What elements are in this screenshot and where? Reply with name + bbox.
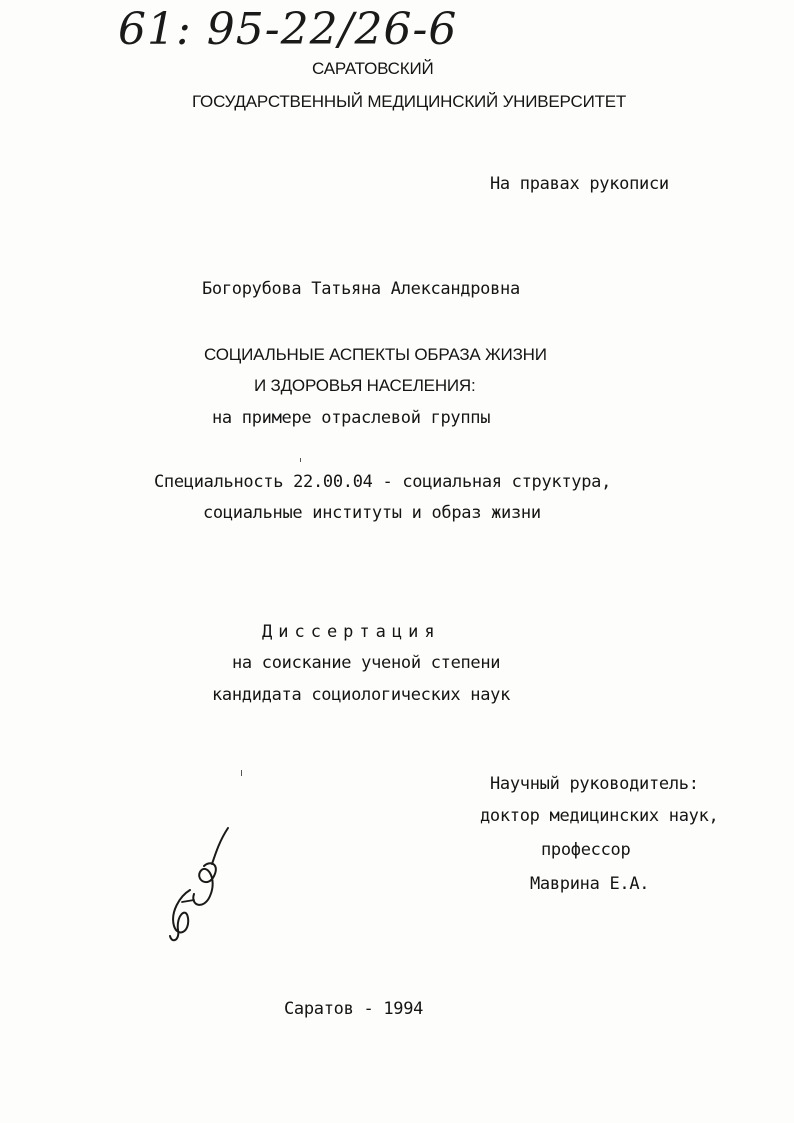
work-type-line-3: кандидата социологических наук — [212, 685, 511, 705]
supervisor-rank: профессор — [541, 840, 631, 860]
supervisor-degree: доктор медицинских наук, — [480, 806, 719, 826]
work-type-title: Диссертация — [262, 622, 441, 642]
institution-line-2: ГОСУДАРСТВЕННЫЙ МЕДИЦИНСКИЙ УНИВЕРСИТЕТ — [192, 92, 627, 111]
archive-number-handwritten: 61: 95-22/26-6 — [118, 4, 458, 55]
title-line-1: СОЦИАЛЬНЫЕ АСПЕКТЫ ОБРАЗА ЖИЗНИ — [204, 345, 547, 364]
specialty-line-2: социальные институты и образ жизни — [203, 503, 541, 523]
title-line-3: на примере отраслевой группы — [212, 408, 491, 428]
ink-speck — [241, 770, 242, 776]
supervisor-label: Научный руководитель: — [490, 774, 699, 794]
institution-line-1: САРАТОВСКИЙ — [312, 59, 434, 78]
author-name: Богорубова Татьяна Александровна — [202, 279, 520, 299]
place-and-year: Саратов - 1994 — [284, 999, 424, 1019]
handwritten-signature — [160, 820, 240, 950]
ink-speck — [300, 458, 301, 462]
specialty-line-1: Специальность 22.00.04 - социальная структура, — [154, 472, 612, 492]
work-type-line-2: на соискание ученой степени — [232, 653, 501, 673]
title-line-2: И ЗДОРОВЬЯ НАСЕЛЕНИЯ: — [254, 376, 476, 395]
supervisor-name: Маврина Е.А. — [530, 874, 650, 894]
manuscript-note: На правах рукописи — [490, 174, 669, 194]
